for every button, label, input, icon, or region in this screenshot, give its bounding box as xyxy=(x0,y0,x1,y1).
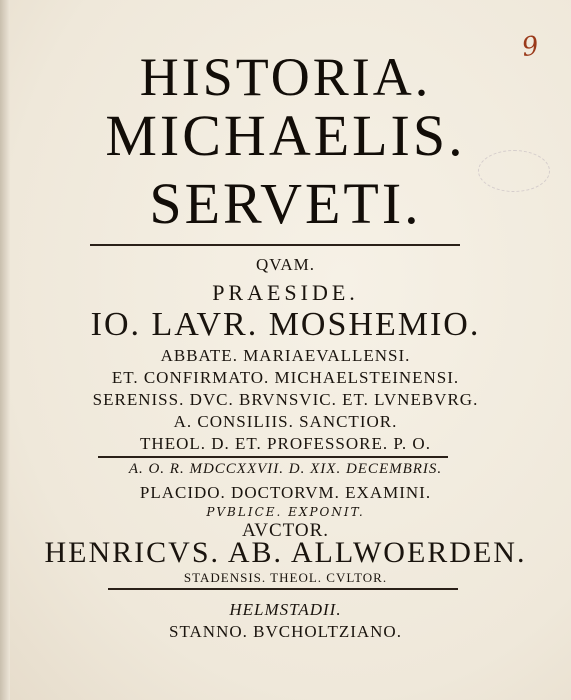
author-name: HENRICVS. AB. ALLWOERDEN. xyxy=(44,536,527,569)
imprint-printer: STANNO. BVCHOLTZIANO. xyxy=(169,622,402,641)
handwritten-page-number: 9 xyxy=(519,30,541,64)
imprint-place: HELMSTADII. xyxy=(229,600,342,619)
author-origin: STADENSIS. THEOL. CVLTOR. xyxy=(183,570,388,585)
examini-line: PLACIDO. DOCTORVM. EXAMINI. xyxy=(139,483,432,502)
title-line-3: SERVETI. xyxy=(149,171,422,236)
praeses-name: IO. LAVR. MOSHEMIO. xyxy=(90,306,481,343)
praeses-title-1: ABBATE. MARIAEVALLENSI. xyxy=(160,346,411,365)
praeses-title-5: THEOL. D. ET. PROFESSORE. P. O. xyxy=(140,434,431,453)
praeses-title-3: SERENISS. DVC. BRVNSVIC. ET. LVNEBVRG. xyxy=(92,390,479,409)
date-line: A. O. R. MDCCXXVII. D. XIX. DECEMBRIS. xyxy=(128,461,443,477)
title-line-1: HISTORIA. xyxy=(139,47,432,107)
rule-middle xyxy=(98,456,448,458)
rule-bottom xyxy=(108,588,458,590)
publice-line: PVBLICE. EXPONIT. xyxy=(206,505,365,519)
praeses-title-4: A. CONSILIIS. SANCTIOR. xyxy=(173,412,398,431)
rule-top xyxy=(90,244,460,246)
title-line-2: MICHAELIS. xyxy=(105,103,466,168)
auctor-line: AVCTOR. xyxy=(241,520,330,541)
praeside-line: PRAESIDE. xyxy=(212,280,359,305)
quam-line: QVAM. xyxy=(255,255,315,274)
praeses-title-2: ET. CONFIRMATO. MICHAELSTEINENSI. xyxy=(111,368,460,387)
